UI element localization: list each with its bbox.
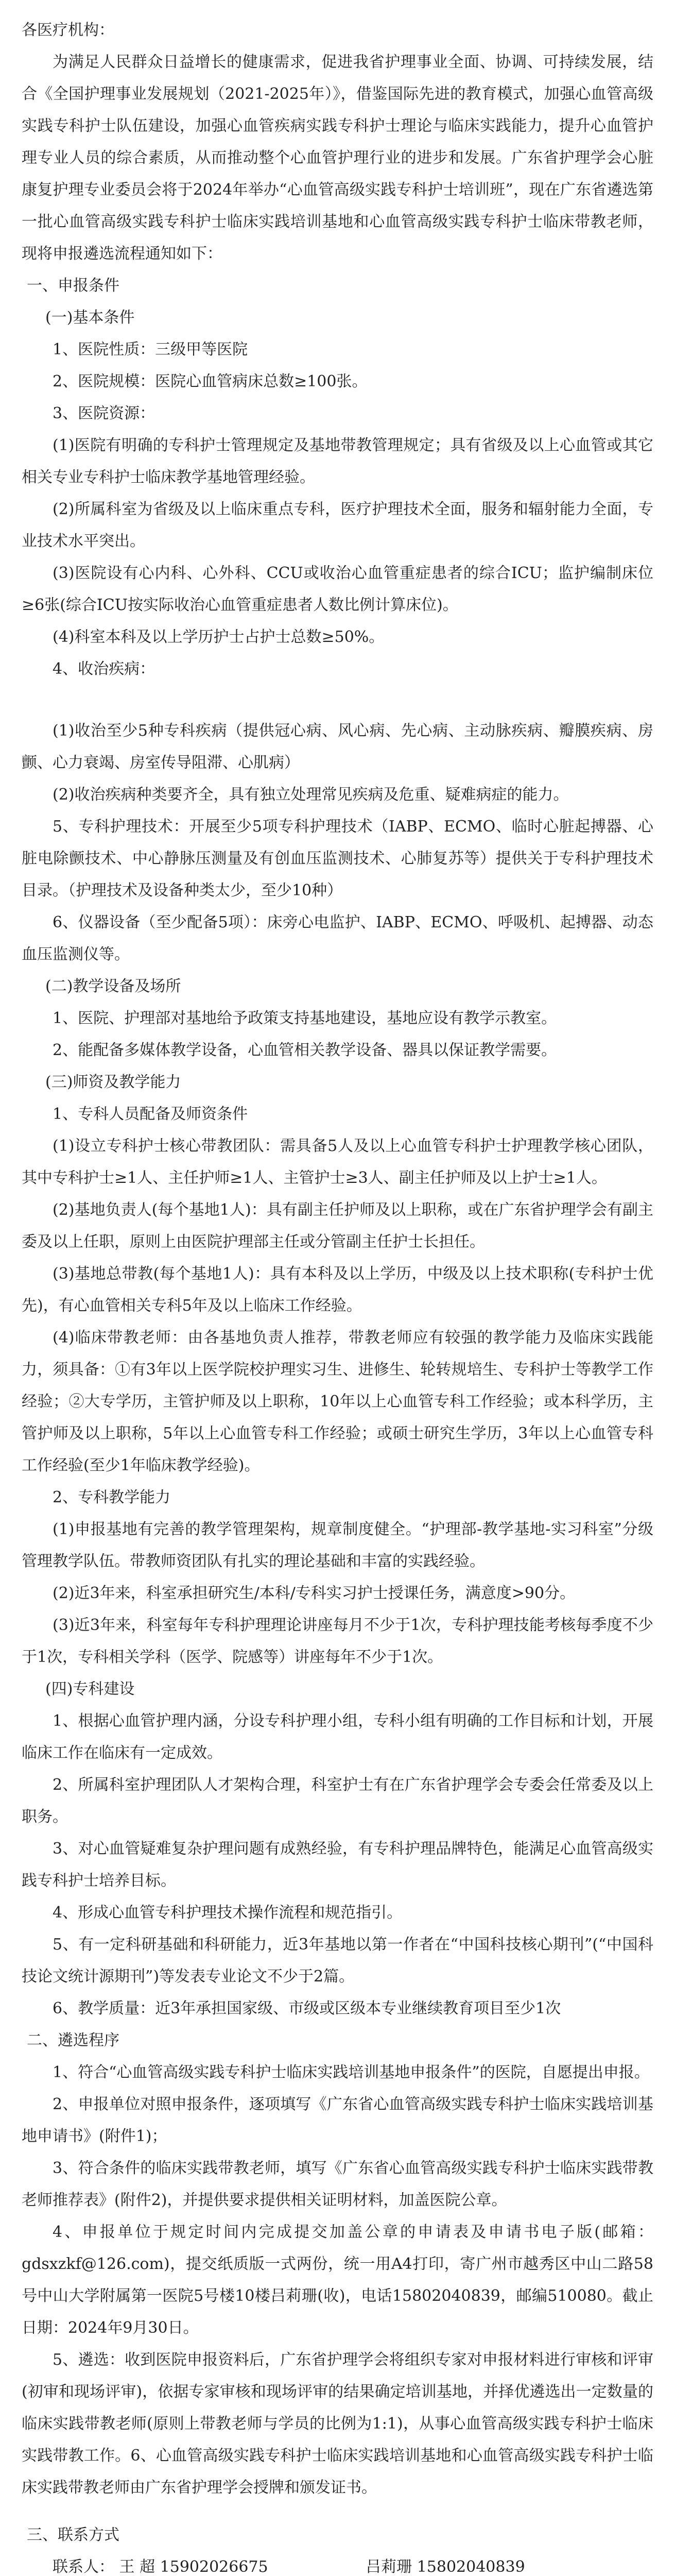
disease-item-2: (2)收治疾病种类要齐全，具有独立处理常见疾病及危重、疑难病症的能力。 <box>53 786 569 804</box>
resource-item-1: (1)医院有明确的专科护士管理规定及基地带教管理规定；具有省级及以上心血管或其它相关专业专科护士临床教学基地管理经验。 <box>22 436 653 486</box>
specialty-item-4: 4、形成心血管专科护理技术操作流程和规范指引。 <box>53 1904 403 1922</box>
condition-hospital-scale: 2、医院规模：医院心血管病床总数≥100张。 <box>53 372 368 391</box>
teacher-item-4: (4)临床带教老师：由各基地负责人推荐，带教老师应有较强的教学能力及临床实践能力，须具备：①有3年以上医学院校护理实习生、进修生、轮转规培生、专科护士等教学工作经验；②大专学历，主管护师及以上职称，10年以上心血管专科工作经验；或本科学历，主管护师及以上职称，5年以上心血管专科工作经验；或硕士研究生学历，3年以上心血管专科工作经验(至少1年临床教学经验)。 <box>22 1329 653 1475</box>
teaching-ability-item-1: (1)申报基地有完善的教学管理架构，规章制度健全。“护理部-教学基地-实习科室”分级管理教学队伍。带教师资团队有扎实的理论基础和丰富的实践经验。 <box>22 1520 653 1570</box>
resource-item-3: (3)医院设有心内科、心外科、CCU或收治心血管重症患者的综合ICU；监护编制床位≥6张(综合ICU按实际收治心血管重症患者人数比例计算床位)。 <box>22 564 653 614</box>
specialty-item-1: 1、根据心血管护理内涵，分设专科护理小组，专科小组有明确的工作目标和计划，开展临床工作在临床有一定成效。 <box>22 1712 653 1762</box>
section-heading-conditions: 一、申报条件 <box>27 277 119 295</box>
contact-name: 王 超 <box>119 2558 155 2576</box>
subsection-heading-teachers: (三)师资及教学能力 <box>45 1073 181 1091</box>
disease-item-1: (1)收治至少5种专科疾病（提供冠心病、风心病、先心病、主动脉疾病、瓣膜疾病、房颤、心力衰竭、房室传导阻滞、心肌病） <box>22 722 653 772</box>
condition-equipment: 6、仪器设备（至少配备5项）：床旁心电监护、IABP、ECMO、呼吸机、起搏器、动态血压监测仪等。 <box>22 913 653 963</box>
contact-line-1 <box>22 2551 653 2576</box>
teaching-ability-item-2: (2)近3年来，科室承担研究生/本科/专科实习护士授课任务，满意度>90分。 <box>53 1584 576 1602</box>
facility-item-2: 2、能配备多媒体教学设备，心血管相关教学设备、器具以保证教学需要。 <box>53 1041 557 1059</box>
procedure-step-3: 3、符合条件的临床实践带教老师，填写《广东省心血管高级实践专科护士临床实践带教老师推荐表》(附件2)，并提供要求提供相关证明材料，加盖医院公章。 <box>22 2159 653 2209</box>
condition-nursing-techniques: 5、专科护理技术：开展至少5项专科护理技术（IABP、ECMO、临时心脏起搏器、心脏电除颤技术、中心静脉压测量及有创血压监测技术、心肺复苏等）提供关于专科护理技术目录。（护理技术及设备种类太少，至少10种） <box>22 818 653 900</box>
subsection-heading-specialty: (四)专科建设 <box>45 1680 135 1698</box>
procedure-step-1: 1、符合“心血管高级实践专科护士临床实践培训基地申报条件”的医院，自愿提出申报。 <box>53 2063 650 2081</box>
procedure-step-5: 5、遴选：收到医院申报资料后，广东省护理学会将组织专家对申报材料进行审核和评审(初审和现场评审)，依据专家审核和现场评审的结果确定培训基地，并择优遴选出一定数量的临床实践带教老师(原则上带教老师与学员的比例为1:1)，从事心血管高级实践专科护士临床实践带教工作。6、心血管高级实践专科护士临床实践培训基地和心血管高级实践专科护士临床实践带教老师由广东省护理学会授牌和颁发证书。 <box>22 2351 653 2497</box>
spacer <box>22 685 653 715</box>
teaching-ability-heading: 2、专科教学能力 <box>53 1488 171 1506</box>
condition-hospital-resources: 3、医院资源： <box>53 404 155 422</box>
procedure-step-4: 4、申报单位于规定时间内完成提交加盖公章的申请表及申请书电子版(邮箱：gdsxzkf@126.com)，提交纸质版一式两份，统一用A4打印，寄广州市越秀区中山二路58号中山大学附属第一医院5号楼10楼吕莉珊(收)，电话15802040839，邮编510080。截止日期：2024年9月30日。 <box>22 2223 653 2337</box>
spacer <box>22 2504 653 2519</box>
subsection-heading-basic: (一)基本条件 <box>45 309 135 327</box>
contact-label: 联系人： <box>53 2558 114 2576</box>
teacher-staffing-heading: 1、专科人员配备及师资条件 <box>53 1105 248 1123</box>
contact-phone: 15902026675 <box>160 2558 268 2576</box>
condition-diseases: 4、收治疾病： <box>53 660 155 678</box>
teacher-item-2: (2)基地负责人(每个基地1人)：具有副主任护师及以上职称，或在广东省护理学会有副主委及以上任职，原则上由医院护理部主任或分管副主任护士长担任。 <box>22 1201 653 1251</box>
resource-item-2: (2)所属科室为省级及以上临床重点专科，医疗护理技术全面，服务和辐射能力全面，专业技术水平突出。 <box>22 500 653 550</box>
teacher-item-1: (1)设立专科护士核心带教团队：需具备5人及以上心血管专科护士护理教学核心团队，其中专科护士≥1人、主任护师≥1人、主管护士≥3人、副主任护师及以上护士≥1人。 <box>22 1137 653 1187</box>
section-heading-procedure: 二、遴选程序 <box>27 2031 119 2049</box>
specialty-item-6: 6、教学质量：近3年承担国家级、市级或区级本专业继续教育项目至少1次 <box>53 1999 561 2018</box>
facility-item-1: 1、医院、护理部对基地给予政策支持基地建设，基地应设有教学示教室。 <box>53 1009 557 1027</box>
resource-item-4: (4)科室本科及以上学历护士占护士总数≥50%。 <box>53 628 385 646</box>
procedure-step-2: 2、申报单位对照申报条件，逐项填写《广东省心血管高级实践专科护士临床实践培训基地申请书》(附件1)； <box>22 2095 653 2145</box>
teaching-ability-item-3: (3)近3年来，科室每年专科护理理论讲座每月不少于1次，专科护理技能考核每季度不少于1次，专科相关学科（医学、院感等）讲座每年不少于1次。 <box>22 1616 653 1666</box>
condition-hospital-type: 1、医院性质：三级甲等医院 <box>53 341 248 359</box>
specialty-item-3: 3、对心血管疑难复杂护理问题有成熟经验，有专科护理品牌特色，能满足心血管高级实践专科护士培养目标。 <box>22 1840 653 1890</box>
salutation: 各医疗机构： <box>22 21 114 39</box>
teacher-item-3: (3)基地总带教(每个基地1人)：具有本科及以上学历，中级及以上技术职称(专科护士优先)，有心血管相关专科5年及以上临床工作经验。 <box>22 1265 653 1315</box>
subsection-heading-teaching-facilities: (二)教学设备及场所 <box>45 977 181 995</box>
specialty-item-2: 2、所属科室护理团队人才架构合理，科室护士有在广东省护理学会专委会任常委及以上职务。 <box>22 1776 653 1826</box>
specialty-item-5: 5、有一定科研基础和科研能力，近3年基地以第一作者在“中国科技核心期刊”(“中国科技论文统计源期刊”)等发表专业论文不少于2篇。 <box>22 1936 653 1986</box>
section-heading-contact: 三、联系方式 <box>27 2526 119 2544</box>
intro-paragraph: 为满足人民群众日益增长的健康需求，促进我省护理事业全面、协调、可持续发展，结合《全国护理事业发展规划（2021-2025年）》，借鉴国际先进的教育模式，加强心血管高级实践专科护士队伍建设，加强心血管疾病实践专科护士理论与临床实践能力，提升心血管护理专业人员的综合素质，从而推动整个心血管护理行业的进步和发展。广东省护理学会心脏康复护理专业委员会将于2024年举办“心血管高级实践专科护士培训班”，现在广东省遴选第一批心血管高级实践专科护士临床实践培训基地和心血管高级实践专科护士临床带教老师，现将申报遴选流程通知如下： <box>22 53 653 263</box>
contact-phone: 15802040839 <box>417 2558 525 2576</box>
contact-name: 吕莉珊 <box>366 2558 412 2576</box>
